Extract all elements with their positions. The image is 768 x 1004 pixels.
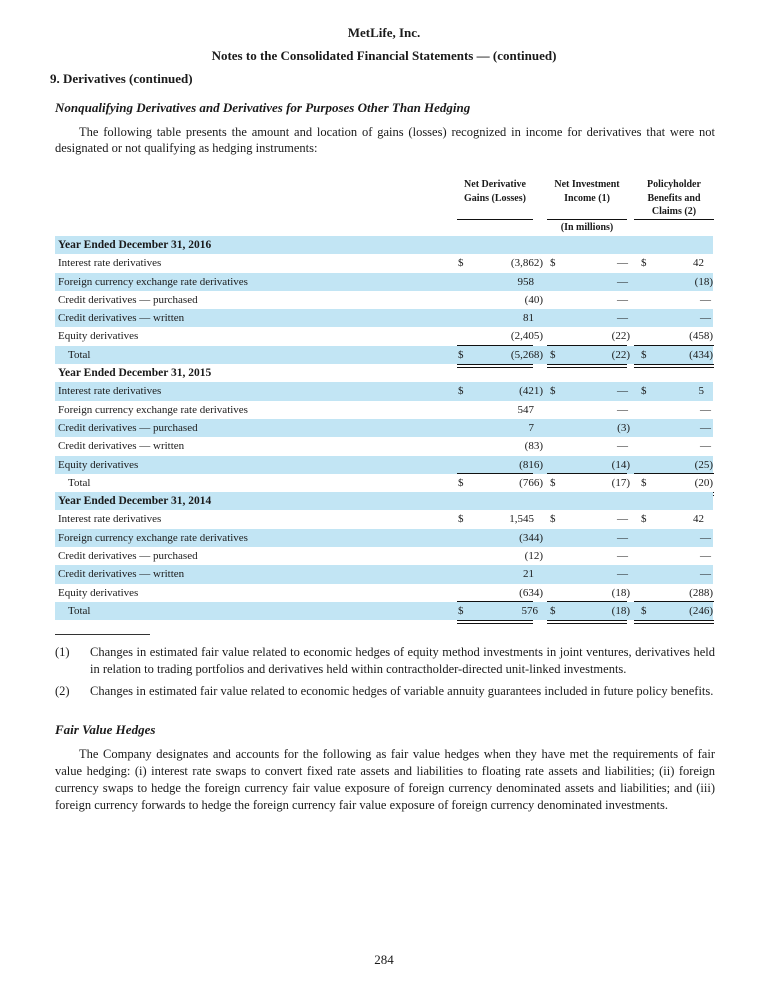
table-row [55,456,713,474]
cell-value: (18) [611,586,630,599]
fair-value-hedges-heading: Fair Value Hedges [55,722,156,737]
cell-value: — [700,312,711,325]
footnote-text: Changes in estimated fair value related to economic hedges of equity method investments in joint ventures, derivatives held in relation to trading portfolios and derivatives held within contractholder-directed unit-linked investments. [90,645,715,676]
cell-value: 1,545 [509,513,534,526]
cell-value: (3,862) [510,257,543,270]
cell-value: 42 [693,513,704,526]
year-group-header [55,236,713,254]
year-group-header [55,364,713,382]
footnote-text: Changes in estimated fair value related to economic hedges of variable annuity guarantees included in future policy benefits. [90,684,714,698]
currency-symbol: $ [458,476,464,489]
cell-value: (458) [689,330,713,343]
cell-value: — [617,293,628,306]
currency-symbol: $ [550,385,556,398]
total-value: (246) [689,604,713,617]
total-label: Total [68,476,91,489]
currency-symbol: $ [458,513,464,526]
cell-value: (816) [519,458,543,471]
cell-value: 5 [698,385,704,398]
total-double-rule [634,620,714,624]
column-header-net-investment-income: Net Investment Income (1) [547,178,627,220]
column-header-policyholder-benefits: Policyholder Benefits and Claims (2) [634,178,714,220]
cell-value: — [700,403,711,416]
table-row [55,510,713,528]
cell-value: — [700,568,711,581]
cell-value: — [617,385,628,398]
company-name: MetLife, Inc. [347,25,421,40]
total-value: (17) [611,476,630,489]
year-group-title: Year Ended December 31, 2014 [58,495,212,508]
row-label: Foreign currency exchange rate derivatives [58,531,248,544]
cell-value: — [700,550,711,563]
table-row [55,273,713,291]
table-row [55,437,713,455]
cell-value: — [617,513,628,526]
cell-value: (40) [524,293,543,306]
section-title: 9. Derivatives (continued) [50,71,193,86]
total-value: (434) [689,348,713,361]
row-label: Interest rate derivatives [58,513,162,526]
year-group-title: Year Ended December 31, 2015 [58,367,212,380]
row-label: Credit derivatives — purchased [58,421,198,434]
cell-value: (421) [519,385,543,398]
cell-value: — [700,293,711,306]
total-value: (18) [611,604,630,617]
cell-value: (14) [611,458,630,471]
currency-symbol: $ [641,604,647,617]
currency-symbol: $ [550,513,556,526]
table-row [55,419,713,437]
cell-value: — [700,440,711,453]
table-row [55,584,713,602]
cell-value: (83) [524,440,543,453]
page-number: 284 [374,952,394,967]
currency-symbol: $ [550,604,556,617]
page-subtitle: Notes to the Consolidated Financial Statements — (continued) [211,48,557,63]
row-label: Equity derivatives [58,330,139,343]
footnote-divider [55,634,150,635]
cell-value: (25) [694,458,713,471]
row-label: Credit derivatives — written [58,312,185,325]
cell-value: — [617,275,628,288]
row-label: Credit derivatives — purchased [58,293,198,306]
cell-value: 958 [517,275,534,288]
table-header [0,178,768,234]
cell-value: — [700,421,711,434]
currency-symbol: $ [550,348,556,361]
fair-value-hedges-paragraph: The Company designates and accounts for the following as fair value hedges when they have met the requirements of fair value hedging: (i) interest rate swaps to convert fixed rate assets and liabilities to floating rate assets and liabilities; (ii) foreign currency swaps to hedge the foreign currency fair value exposure of foreign currency denominated assets and liabilities; and (iii) foreign currency forwards to hedge the foreign currency fair value exposure of foreign currency denominated investments. [55,747,715,812]
cell-value: (344) [519,531,543,544]
currency-symbol: $ [641,513,647,526]
total-label: Total [68,604,91,617]
currency-symbol: $ [458,604,464,617]
cell-value: — [617,257,628,270]
currency-symbol: $ [641,476,647,489]
currency-symbol: $ [550,257,556,270]
total-value: (766) [519,476,543,489]
cell-value: (3) [617,421,630,434]
table-row [55,547,713,565]
cell-value: 42 [693,257,704,270]
table-row [55,327,713,345]
table-row [55,254,713,272]
units-label: (In millions) [560,222,614,233]
total-double-rule [457,620,533,624]
column-header-net-derivative-gains: Net Derivative Gains (Losses) [457,178,533,220]
row-label: Equity derivatives [58,458,139,471]
currency-symbol: $ [641,257,647,270]
table-row [55,291,713,309]
cell-value: (22) [611,330,630,343]
cell-value: 547 [517,403,534,416]
cell-value: (12) [524,550,543,563]
cell-value: — [617,312,628,325]
row-label: Credit derivatives — purchased [58,550,198,563]
total-row [55,346,713,364]
total-value: (5,268) [510,348,543,361]
derivatives-table [55,236,713,620]
currency-symbol: $ [550,476,556,489]
cell-value: 7 [528,421,534,434]
total-double-rule [547,620,627,624]
row-label: Credit derivatives — written [58,568,185,581]
table-row [55,565,713,583]
row-label: Interest rate derivatives [58,257,162,270]
currency-symbol: $ [641,385,647,398]
cell-value: 21 [523,568,534,581]
row-label: Interest rate derivatives [58,385,162,398]
cell-value: (634) [519,586,543,599]
cell-value: — [617,440,628,453]
total-value: 576 [521,604,538,617]
currency-symbol: $ [458,257,464,270]
row-label: Equity derivatives [58,586,139,599]
cell-value: — [617,403,628,416]
total-row [55,474,713,492]
year-group-header [55,492,713,510]
row-label: Credit derivatives — written [58,440,185,453]
footnote-number: (2) [55,684,70,698]
nonqualifying-heading: Nonqualifying Derivatives and Derivatives for Purposes Other Than Hedging [55,100,471,115]
row-label: Foreign currency exchange rate derivatives [58,403,248,416]
table-row [55,529,713,547]
currency-symbol: $ [641,348,647,361]
total-label: Total [68,348,91,361]
cell-value: — [700,531,711,544]
table-row [55,382,713,400]
total-value: (22) [611,348,630,361]
total-value: (20) [694,476,713,489]
cell-value: — [617,531,628,544]
table-row [55,401,713,419]
cell-value: — [617,550,628,563]
cell-value: 81 [523,312,534,325]
cell-value: — [617,568,628,581]
cell-value: (18) [694,275,713,288]
cell-value: (2,405) [510,330,543,343]
currency-symbol: $ [458,385,464,398]
currency-symbol: $ [458,348,464,361]
footnote-number: (1) [55,645,70,659]
intro-paragraph: The following table presents the amount and location of gains (losses) recognized in income for derivatives that were not designated or not qualifying as hedging instruments: [55,125,715,155]
year-group-title: Year Ended December 31, 2016 [58,239,212,251]
table-row [55,309,713,327]
row-label: Foreign currency exchange rate derivatives [58,275,248,288]
cell-value: (288) [689,586,713,599]
total-row [55,602,713,620]
